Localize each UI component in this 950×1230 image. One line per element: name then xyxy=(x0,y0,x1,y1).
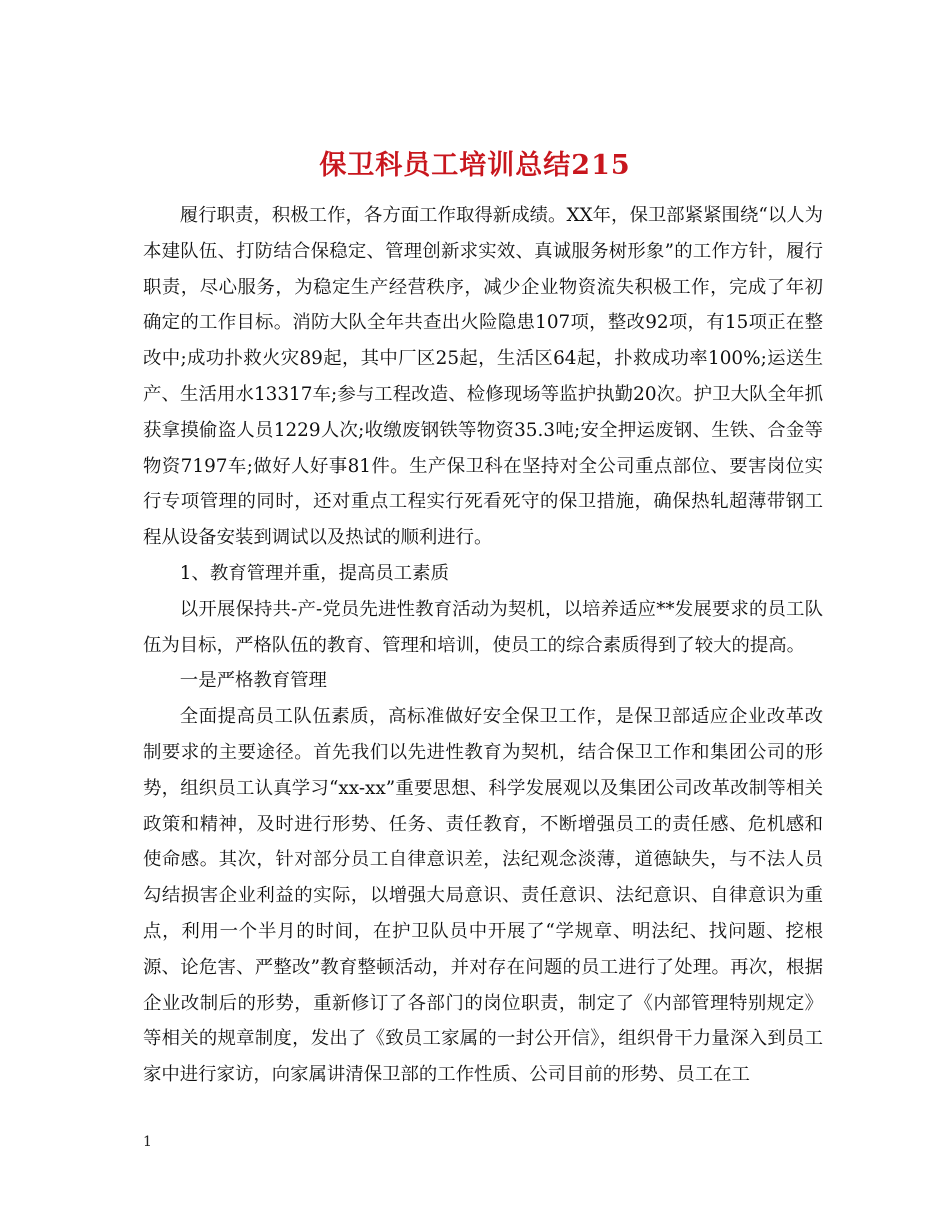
body-paragraph: 履行职责，积极工作，各方面工作取得新成绩。XX年，保卫部紧紧围绕“以人为本建队伍、打防结合保稳定、管理创新求实效、真诚服务树形象”的工作方针，履行职责，尽心服务，为稳定生产经营秩序，减少企业物资流失积极工作，完成了年初确定的工作目标。消防大队全年共查出火险隐患107项，整改92项，有15项正在整改中;成功扑救火灾89起，其中厂区25起，生活区64起，扑救成功率100%;运送生产、生活用水13317车;参与工程改造、检修现场等监护执勤20次。护卫大队全年抓获拿摸偷盗人员1229人次;收缴废钢铁等物资35.3吨;安全押运废钢、生铁、合金等物资7197车;做好人好事81件。生产保卫科在坚持对全公司重点部位、要害岗位实行专项管理的同时，还对重点工程实行死看死守的保卫措施，确保热轧超薄带钢工程从设备安装到调试以及热试的顺利进行。 xyxy=(143,205,823,549)
document-body xyxy=(143,198,823,1093)
body-paragraph: 以开展保持共-产-党员先进性教育活动为契机，以培养适应**发展要求的员工队伍为目标，严格队伍的教育、管理和培训，使员工的综合素质得到了较大的提高。 xyxy=(143,598,823,656)
document-title: 保卫科员工培训总结215 xyxy=(319,150,631,182)
subsection-heading: 一是严格教育管理 xyxy=(179,670,327,692)
section-heading: 1、教育管理并重，提高员工素质 xyxy=(179,562,449,584)
body-paragraph: 全面提高员工队伍素质，高标准做好安全保卫工作，是保卫部适应企业改革改制要求的主要途径。首先我们以先进性教育为契机，结合保卫工作和集团公司的形势，组织员工认真学习“xx-xx”重要思想、科学发展观以及集团公司改革改制等相关政策和精神，及时进行形势、任务、责任教育，不断增强员工的责任感、危机感和使命感。其次，针对部分员工自律意识差，法纪观念淡薄，道德缺失，与不法人员勾结损害企业利益的实际，以增强大局意识、责任意识、法纪意识、自律意识为重点，利用一个半月的时间，在护卫队员中开展了“学规章、明法纪、找问题、挖根源、论危害、严整改”教育整顿活动，并对存在问题的员工进行了处理。再次，根据企业改制后的形势，重新修订了各部门的岗位职责，制定了《内部管理特别规定》等相关的规章制度，发出了《致员工家属的一封公开信》，组织骨干力量深入到员工家中进行家访，向家属讲清保卫部的工作性质、公司目前的形势、员工在工 xyxy=(143,706,823,1086)
page-number: 1 xyxy=(143,1134,152,1150)
